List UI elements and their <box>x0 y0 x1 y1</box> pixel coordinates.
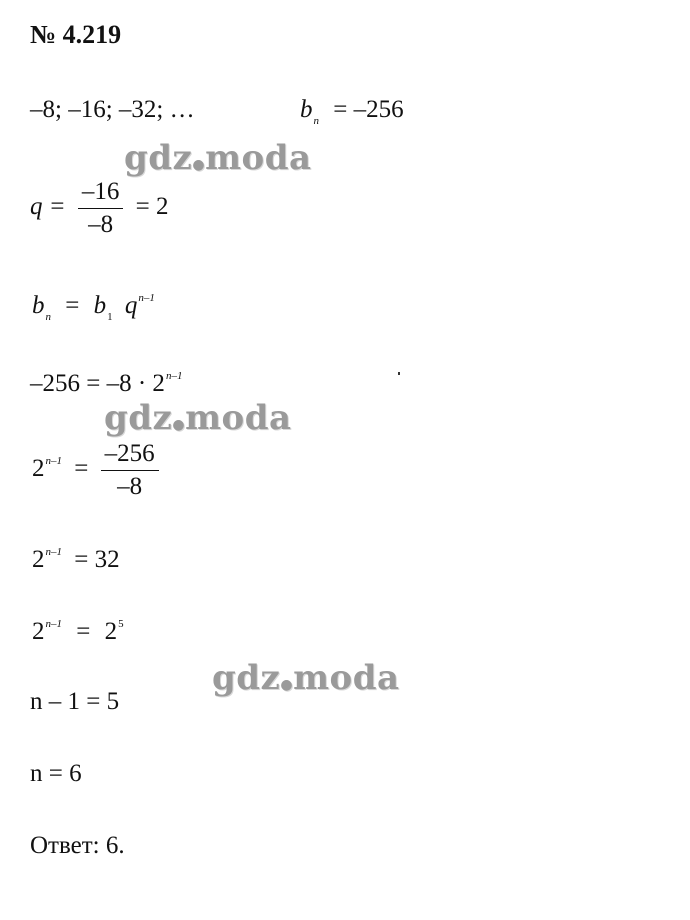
step-3-base: 2 <box>32 546 45 573</box>
step-4-exp2: 5 <box>118 618 124 630</box>
formula-b1: b <box>93 292 107 319</box>
sequence-line <box>30 96 195 124</box>
bn-rhs: = –256 <box>333 96 404 123</box>
watermark-logo: gdz●moda <box>104 398 292 438</box>
formula-q: q <box>124 292 138 319</box>
step-5 <box>30 688 119 716</box>
step-4-base: 2 <box>32 618 45 645</box>
step-6-text: n = 6 <box>30 760 82 787</box>
ratio-equation <box>30 178 168 239</box>
step-5-text: n – 1 = 5 <box>30 688 120 715</box>
step-2-fraction <box>101 440 159 501</box>
bn-value <box>300 96 404 127</box>
ratio-rhs: = 2 <box>135 193 169 221</box>
step-3-rhs: = 32 <box>74 546 120 573</box>
stray-mark <box>398 372 400 375</box>
bn-subscript: n <box>313 115 319 127</box>
step-3 <box>32 546 120 574</box>
step-2 <box>32 440 165 501</box>
answer: Ответ: 6. <box>30 832 125 859</box>
step-6 <box>30 760 82 788</box>
step-4-eq: = <box>76 618 91 645</box>
ratio-numerator: –16 <box>78 178 124 209</box>
step-2-numerator: –256 <box>101 440 159 471</box>
step-2-eq: = <box>74 455 89 483</box>
ratio-lhs: q = <box>30 193 66 221</box>
watermark-logo: gdz●moda <box>124 138 312 178</box>
step-2-exp: n–1 <box>45 455 62 468</box>
sequence-terms: –8; –16; –32; … <box>30 96 195 123</box>
formula-b: b <box>32 292 45 319</box>
bn-symbol: b <box>300 96 313 123</box>
step-1-exp: n–1 <box>165 370 183 382</box>
step-2-base: 2 <box>32 455 45 483</box>
formula-n-sub: n <box>45 311 51 323</box>
step-1 <box>30 370 182 398</box>
formula-one-sub: 1 <box>107 311 113 323</box>
formula-exp: n–1 <box>138 292 155 304</box>
ratio-fraction <box>78 178 124 239</box>
step-4 <box>32 618 124 646</box>
step-4-base2: 2 <box>104 618 118 645</box>
step-3-exp: n–1 <box>45 546 62 558</box>
step-2-denominator: –8 <box>117 473 143 500</box>
formula-eq: = <box>65 292 80 319</box>
nth-term-formula <box>32 292 155 323</box>
problem-number: № 4.219 <box>30 20 122 49</box>
watermark-logo: gdz●moda <box>212 658 400 698</box>
ratio-denominator: –8 <box>88 211 114 238</box>
step-4-exp: n–1 <box>45 618 62 630</box>
step-1-text: –256 = –8 · 2 <box>30 370 165 397</box>
